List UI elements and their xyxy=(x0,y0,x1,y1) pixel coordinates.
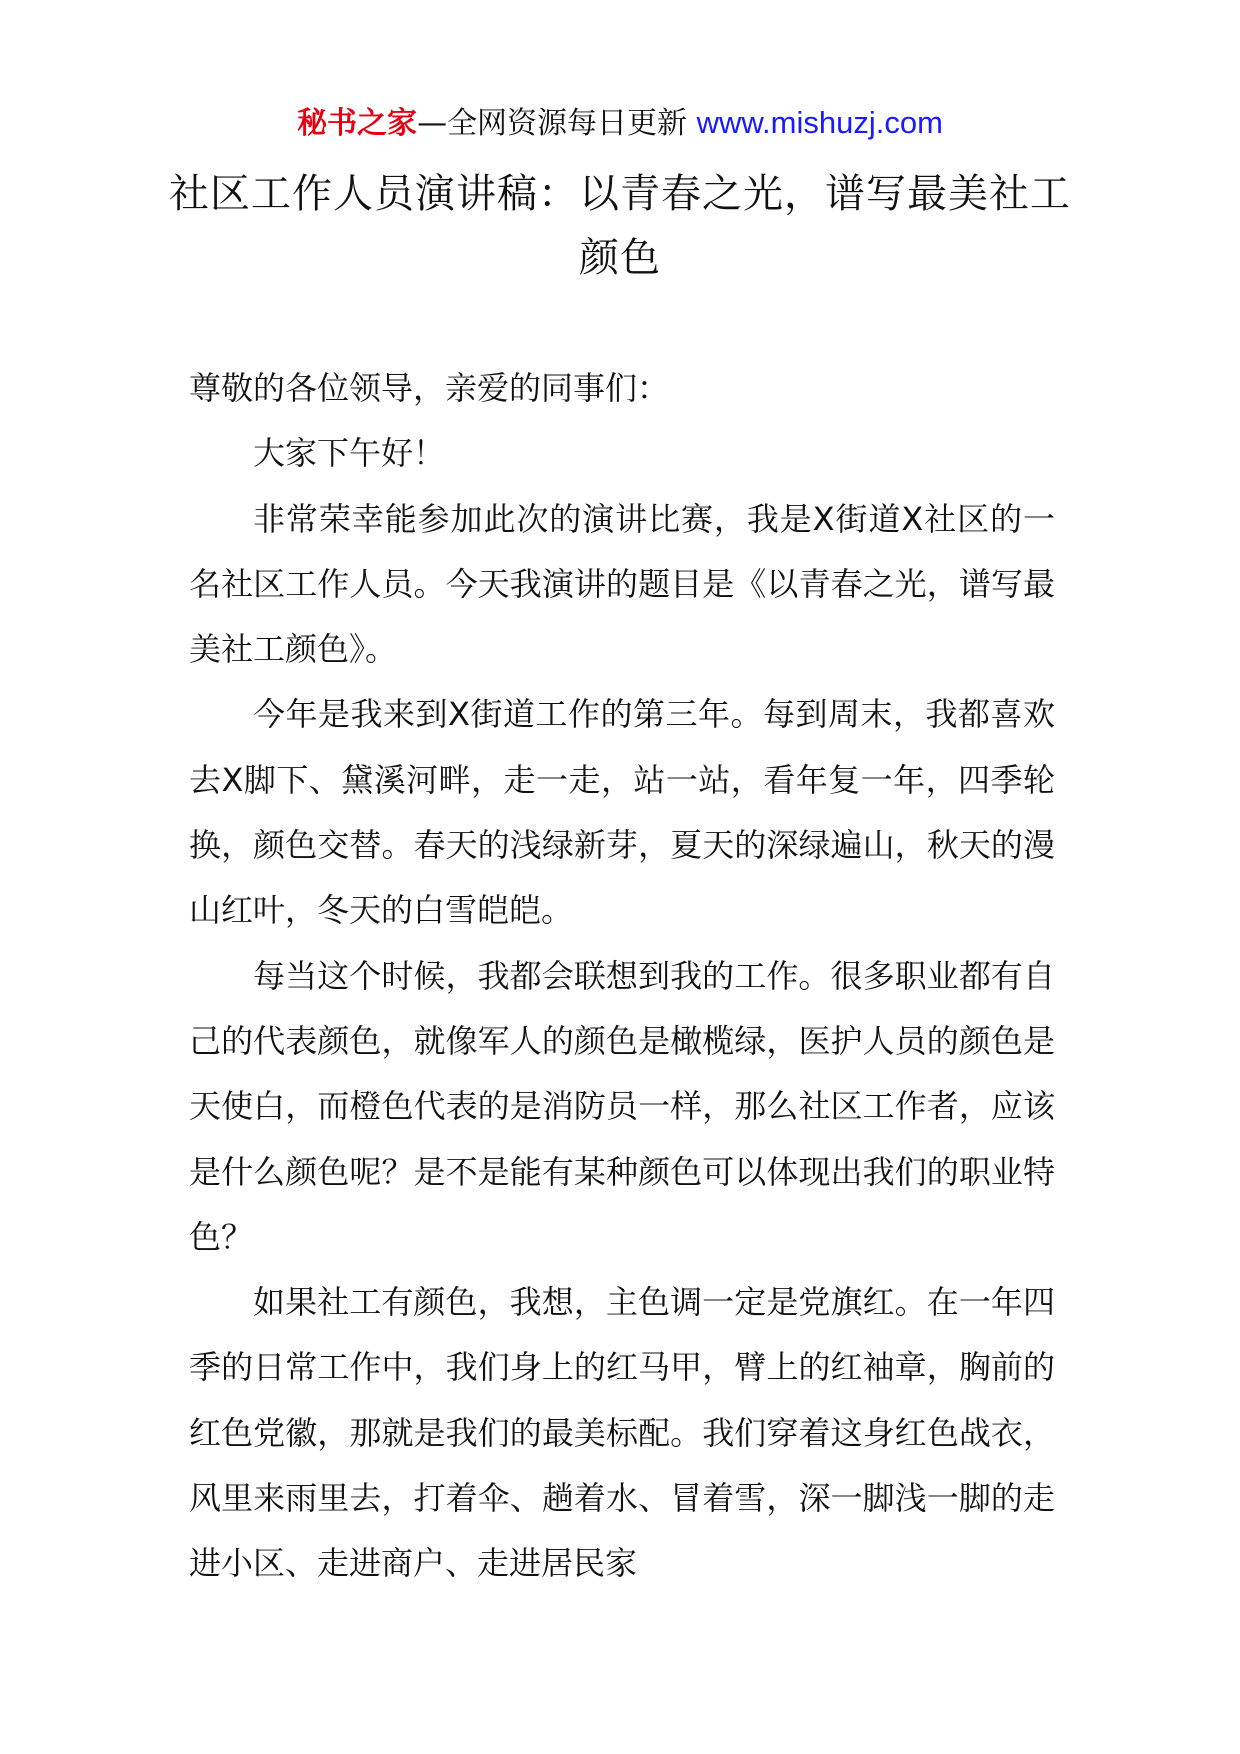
paragraph-profession-colors: 每当这个时候，我都会联想到我的工作。很多职业都有自己的代表颜色，就像军人的颜色是橄榄绿，医护人员的颜色是天使白，而橙色代表的是消防员一样，那么社区工作者，应该是什么颜色呢？是不是能有某种颜色可以体现出我们的职业特色？ xyxy=(189,956,1055,1256)
site-url-link[interactable]: www.mishuzj.com xyxy=(696,105,943,140)
document-title: 社区工作人员演讲稿：以青春之光，谱写最美社工颜色 xyxy=(169,171,1071,281)
header-slogan: —全网资源每日更新 xyxy=(417,106,688,141)
site-header xyxy=(0,100,1240,147)
salutation: 尊敬的各位领导，亲爱的同事们： xyxy=(189,369,670,407)
paragraph-seasons: 今年是我来到X街道工作的第三年。每到周末，我都喜欢去X脚下、黛溪河畔，走一走，站一站，看年复一年，四季轮换，颜色交替。春天的浅绿新芽，夏天的深绿遍山，秋天的漫山红叶，冬天的白雪皑皑。 xyxy=(189,695,1055,930)
paragraph-greeting: 大家下午好！ xyxy=(253,434,446,473)
brand-name: 秘书之家 xyxy=(297,106,418,141)
paragraph-party-red: 如果社工有颜色，我想，主色调一定是党旗红。在一年四季的日常工作中，我们身上的红马甲，臂上的红袖章，胸前的红色党徽，那就是我们的最美标配。我们穿着这身红色战衣，风里来雨里去，打着伞、趟着水、冒着雪，深一脚浅一脚的走进小区、走进商户、走进居民家 xyxy=(189,1283,1055,1583)
paragraph-intro: 非常荣幸能参加此次的演讲比赛，我是X街道X社区的一名社区工作人员。今天我演讲的题目是《以青春之光，谱写最美社工颜色》。 xyxy=(189,499,1055,669)
document-body xyxy=(189,356,1055,1597)
